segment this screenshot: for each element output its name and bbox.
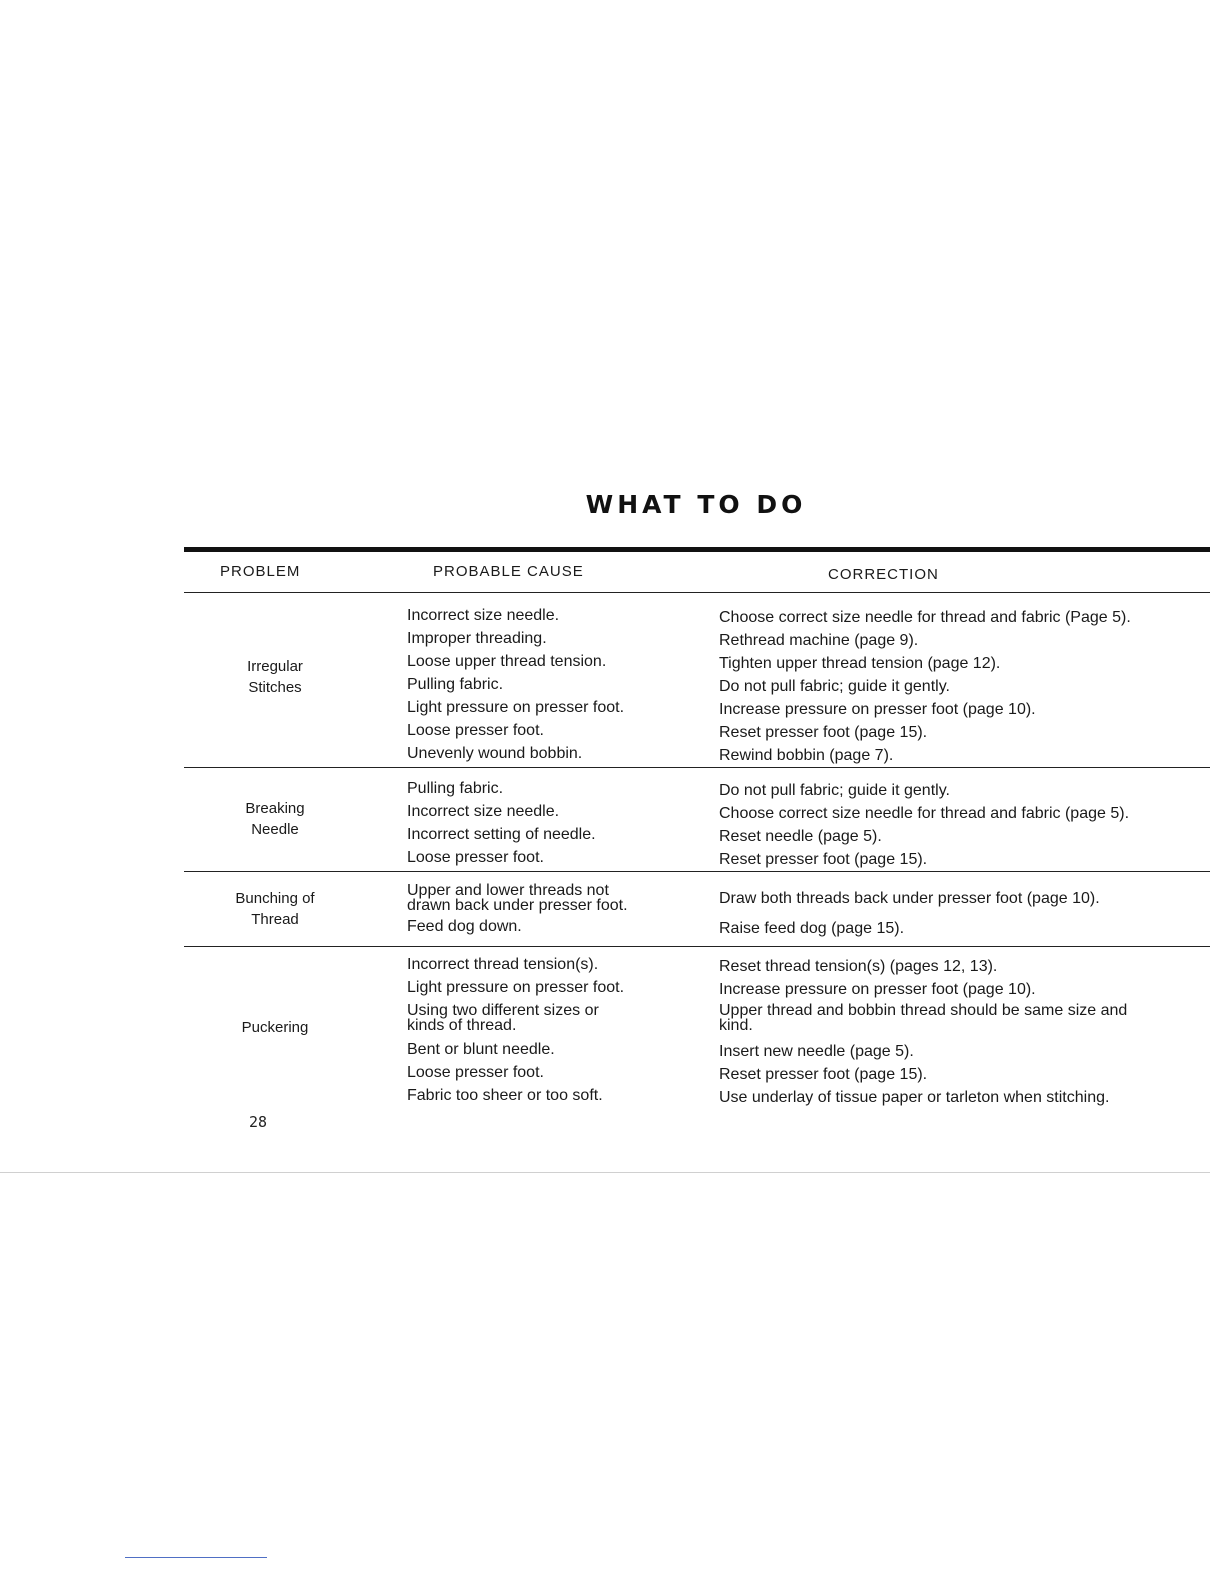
probable-cause-text: Loose presser foot. bbox=[407, 722, 544, 739]
probable-cause-text: Upper and lower threads not drawn back under presser foot. bbox=[407, 882, 628, 914]
probable-cause-text: Pulling fabric. bbox=[407, 676, 504, 693]
troubleshooting-table bbox=[184, 547, 1210, 1117]
correction-text: Draw both threads back under presser foot (page 10). bbox=[719, 890, 1100, 907]
probable-cause-text: Improper threading. bbox=[407, 630, 547, 647]
correction-text: Choose correct size needle for thread and fabric (Page 5). bbox=[719, 609, 1131, 626]
problem-label: Puckering bbox=[241, 1019, 309, 1036]
problem-group bbox=[184, 872, 1210, 947]
probable-cause-text: Incorrect setting of needle. bbox=[407, 826, 596, 843]
probable-cause-text: Pulling fabric. bbox=[407, 780, 504, 797]
problem-group bbox=[184, 947, 1210, 1117]
probable-cause-text: Incorrect size needle. bbox=[407, 607, 560, 624]
page-number: 28 bbox=[249, 1113, 268, 1131]
problem-label: Irregular Stitches bbox=[247, 658, 303, 696]
probable-cause-text: Loose presser foot. bbox=[407, 849, 544, 866]
correction-text: Do not pull fabric; guide it gently. bbox=[719, 678, 950, 695]
probable-cause-text: Incorrect thread tension(s). bbox=[407, 956, 599, 973]
probable-cause-text: Loose upper thread tension. bbox=[407, 653, 607, 670]
correction-text: Use underlay of tissue paper or tarleton when stitching. bbox=[719, 1089, 1110, 1106]
correction-text: Reset needle (page 5). bbox=[719, 828, 882, 845]
probable-cause-text: Bent or blunt needle. bbox=[407, 1041, 555, 1058]
correction-text: Raise feed dog (page 15). bbox=[719, 920, 905, 937]
problem-group bbox=[184, 593, 1210, 768]
header-probable-cause: PROBABLE CAUSE bbox=[433, 563, 584, 580]
correction-text: Rewind bobbin (page 7). bbox=[719, 747, 894, 764]
correction-text: Reset presser foot (page 15). bbox=[719, 724, 928, 741]
correction-text: Tighten upper thread tension (page 12). bbox=[719, 655, 1001, 672]
correction-text: Choose correct size needle for thread and fabric (page 5). bbox=[719, 805, 1130, 822]
probable-cause-text: Incorrect size needle. bbox=[407, 803, 560, 820]
problem-label: Bunching of Thread bbox=[235, 890, 315, 928]
table-body bbox=[184, 593, 1210, 1117]
header-correction: CORRECTION bbox=[828, 566, 939, 583]
problem-label: Breaking Needle bbox=[245, 800, 305, 838]
probable-cause-text: Fabric too sheer or too soft. bbox=[407, 1087, 603, 1104]
correction-text: Insert new needle (page 5). bbox=[719, 1043, 914, 1060]
page-title: WHAT TO DO bbox=[585, 490, 807, 519]
correction-text: Rethread machine (page 9). bbox=[719, 632, 919, 649]
correction-text: Reset presser foot (page 15). bbox=[719, 851, 928, 868]
page-bottom-rule bbox=[0, 1172, 1210, 1173]
correction-text: Increase pressure on presser foot (page 10). bbox=[719, 701, 1036, 718]
correction-text: Reset thread tension(s) (pages 12, 13). bbox=[719, 958, 998, 975]
probable-cause-text: Feed dog down. bbox=[407, 918, 522, 935]
problem-group bbox=[184, 768, 1210, 872]
probable-cause-text: Light pressure on presser foot. bbox=[407, 699, 625, 716]
page-footer-line bbox=[125, 1557, 267, 1558]
table-header-row bbox=[184, 552, 1210, 593]
probable-cause-text: Loose presser foot. bbox=[407, 1064, 544, 1081]
probable-cause-text: Light pressure on presser foot. bbox=[407, 979, 625, 996]
correction-text: Increase pressure on presser foot (page 10). bbox=[719, 981, 1036, 998]
probable-cause-text: Unevenly wound bobbin. bbox=[407, 745, 583, 762]
correction-text: Reset presser foot (page 15). bbox=[719, 1066, 928, 1083]
correction-text: Upper thread and bobbin thread should be same size and kind. bbox=[719, 1002, 1128, 1034]
probable-cause-text: Using two different sizes or kinds of thread. bbox=[407, 1002, 599, 1034]
correction-text: Do not pull fabric; guide it gently. bbox=[719, 782, 950, 799]
header-problem: PROBLEM bbox=[220, 563, 301, 580]
